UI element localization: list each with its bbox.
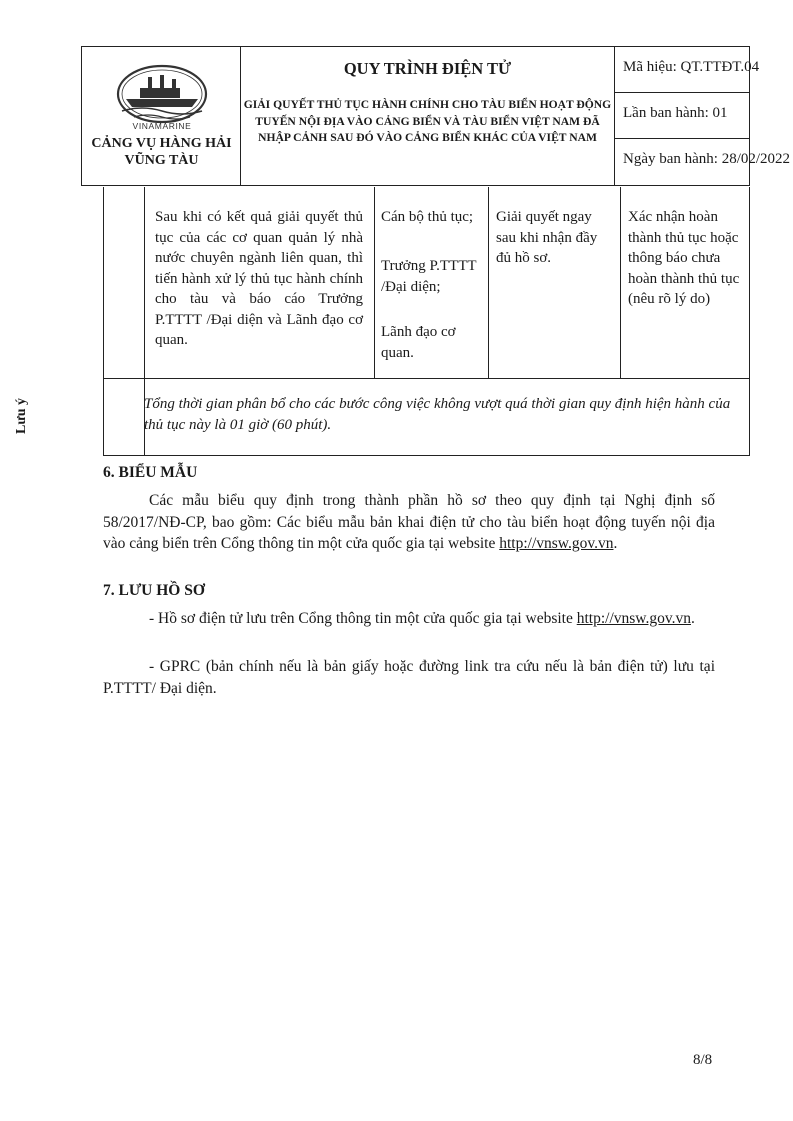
vnsw-link[interactable]: http://vnsw.gov.vn	[499, 535, 614, 552]
records-item-1: - Hồ sơ điện tử lưu trên Cổng thông tin một cửa quốc gia tại website http://vnsw.gov.vn.	[149, 610, 695, 627]
section-heading-forms: 6. BIỂU MẪU	[103, 464, 198, 481]
document-subtitle: GIẢI QUYẾT THỦ TỤC HÀNH CHÍNH CHO TÀU BIỂN HOẠT ĐỘNG TUYẾN NỘI ĐỊA VÀO CẢNG BIỂN VÀ TÀU BIỂN VIỆT NAM ĐÃ NHẬP CẢNH SAU ĐÓ VÀO CẢNG BIỂN KHÁC CỦA VIỆT NAM	[243, 98, 612, 144]
forms-text: Các mẫu biểu quy định trong thành phần hồ sơ theo quy định tại Nghị định số 58/2017/NĐ-CP, bao gồm: Các biểu mẫu bản khai điện tử cho tàu biển hoạt động tuyến nội địa vào cảng biển trên Cổng thông tin một cửa quốc gia tại website	[103, 492, 715, 552]
section-heading-records: 7. LƯU HỒ SƠ	[103, 582, 205, 599]
metadata-cell	[615, 47, 791, 185]
forms-paragraph: Các mẫu biểu quy định trong thành phần hồ sơ theo quy định tại Nghị định số 58/2017/NĐ-CP, bao gồm: Các biểu mẫu bản khai điện tử cho tàu biển hoạt động tuyến nội địa vào cảng biển trên Cổng thông tin một cửa quốc gia tại website http://vnsw.gov.vn.	[103, 492, 715, 552]
table-divider	[374, 187, 375, 379]
note-text: Tổng thời gian phân bổ cho các bước công việc không vượt quá thời gian quy định hiện hành của thủ tục này là 01 giờ (60 phút).	[144, 396, 731, 433]
page-number: 8/8	[693, 1052, 713, 1068]
responsible-item: Trưởng P.TTTT /Đại diện;	[381, 258, 477, 295]
responsible-item: Lãnh đạo cơ quan.	[381, 324, 456, 361]
vinamarine-logo	[104, 61, 220, 131]
step-result: Xác nhận hoàn thành thủ tục hoặc thông báo chưa hoàn thành thủ tục (nêu rõ lý do)	[628, 209, 740, 307]
step-description: Sau khi có kết quả giải quyết thủ tục của các cơ quan quản lý nhà nước chuyên ngành liên quan, thì tiến hành xử lý thủ tục hành chính cho tàu và báo cáo Trưởng P.TTTT /Đại diện và Lãnh đạo cơ quan.	[155, 209, 363, 348]
records-item-1-text: - Hồ sơ điện tử lưu trên Cổng thông tin một cửa quốc gia tại website	[149, 610, 573, 627]
vnsw-link[interactable]: http://vnsw.gov.vn	[576, 610, 691, 627]
organization-name: CẢNG VỤ HÀNG HẢI VŨNG TÀU	[91, 136, 232, 168]
document-code: Mã hiệu: QT.TTĐT.04	[615, 47, 749, 93]
document-title: QUY TRÌNH ĐIỆN TỬ	[343, 59, 512, 78]
step-time: Giải quyết ngay sau khi nhận đầy đủ hồ sơ.	[496, 209, 598, 266]
table-divider	[620, 187, 621, 379]
note-label: Lưu ý	[14, 397, 29, 434]
issue-date: Ngày ban hành: 28/02/2022	[623, 151, 791, 167]
responsible-item: Cán bộ thủ tục;	[381, 209, 474, 225]
document-header	[81, 46, 791, 186]
svg-text:VINAMARINE: VINAMARINE	[132, 121, 192, 131]
title-cell	[241, 47, 615, 185]
table-divider	[488, 187, 489, 379]
org-cell	[82, 47, 241, 185]
records-item-2: - GPRC (bản chính nếu là bản giấy hoặc đường link tra cứu nếu là bản điện tử) lưu tại P.TTTT/ Đại diện.	[103, 658, 715, 697]
issue-number: Lần ban hành: 01	[615, 93, 749, 139]
table-divider	[104, 378, 749, 379]
